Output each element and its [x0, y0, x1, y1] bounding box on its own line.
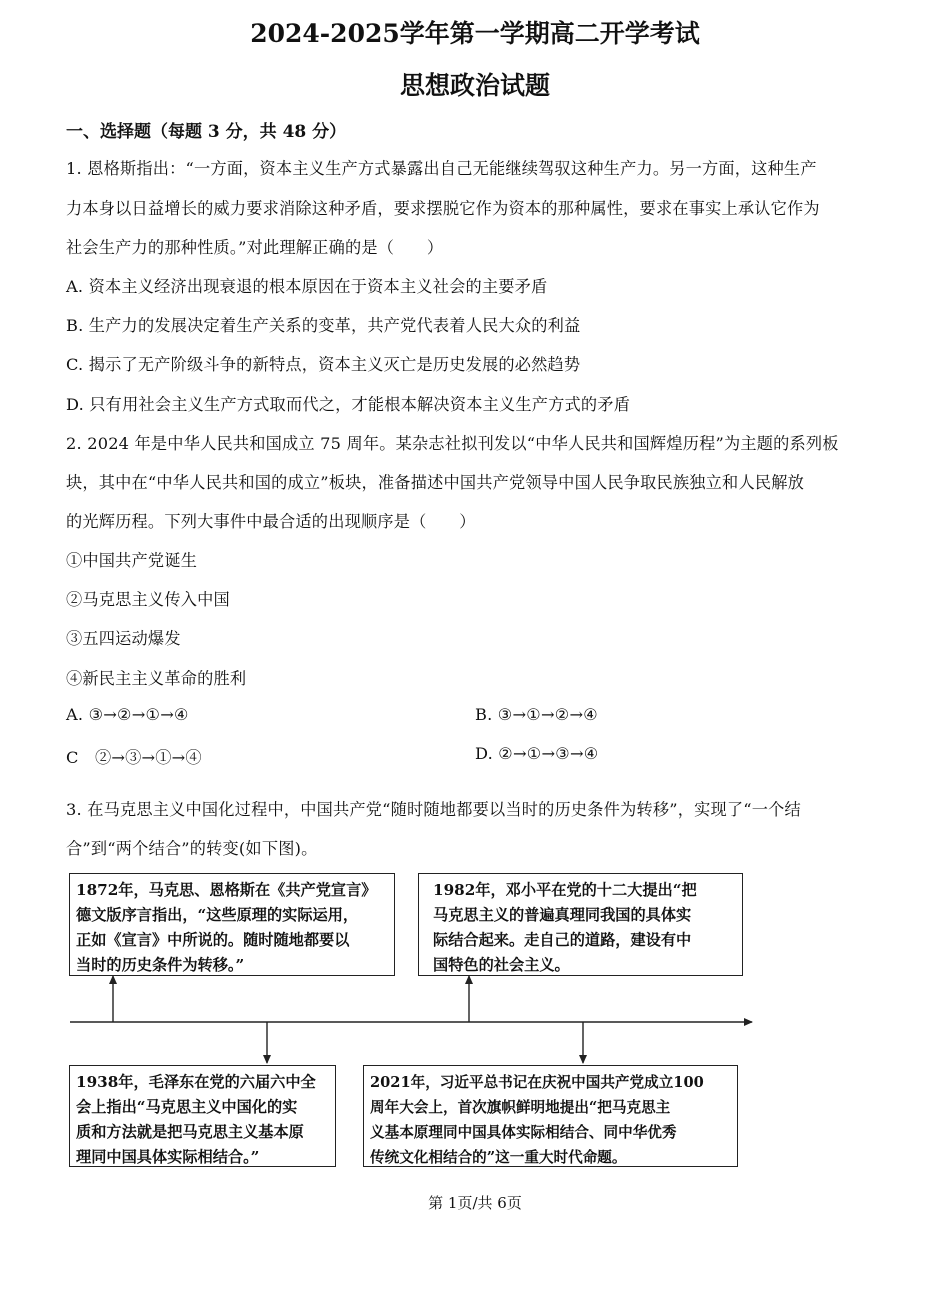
exam-title: 2024-2025学年第一学期高二开学考试 [250, 19, 700, 48]
timeline-box-2021 [363, 1065, 738, 1167]
q2-stem-line: 的光辉历程。下列大事件中最合适的出现顺序是（ ） [66, 512, 476, 531]
box-line: 1938年，毛泽东在党的六届六中全 [76, 1073, 316, 1091]
q3-stem-line: 合”到“两个结合”的转变(如下图)。 [66, 839, 318, 858]
q1-stem-line: 1. 恩格斯指出：“一方面，资本主义生产方式暴露出自己无能继续驾驭这种生产力。另一方面，这种生产 [66, 159, 817, 178]
q1-option-c: C. 揭示了无产阶级斗争的新特点，资本主义灭亡是历史发展的必然趋势 [66, 355, 581, 374]
box-line: 际结合起来。走自己的道路，建设有中 [433, 931, 692, 949]
timeline-box-1872 [69, 873, 395, 976]
box-line: 正如《宣言》中所说的。随时随地都要以 [76, 931, 350, 949]
box-line: 国特色的社会主义。 [433, 956, 570, 974]
box-line: 1982年，邓小平在党的十二大提出“把 [433, 881, 697, 899]
box-line: 质和方法就是把马克思主义基本原 [76, 1123, 304, 1141]
box-line: 马克思主义的普遍真理同我国的具体实 [433, 906, 692, 924]
box-line: 德文版序言指出，“这些原理的实际运用， [76, 906, 359, 924]
q1-option-a: A. 资本主义经济出现衰退的根本原因在于资本主义社会的主要矛盾 [66, 277, 548, 296]
box-line: 2021年，习近平总书记在庆祝中国共产党成立100 [370, 1074, 704, 1091]
q1-stem-line: 力本身以日益增长的威力要求消除这种矛盾，要求摆脱它作为资本的那种属性，要求在事实上承认它作为 [66, 199, 820, 218]
box-line: 会上指出“马克思主义中国化的实 [76, 1098, 298, 1116]
q2-item: ③五四运动爆发 [66, 629, 181, 648]
box-line: 当时的历史条件为转移。” [76, 956, 245, 974]
exam-subtitle: 思想政治试题 [399, 71, 550, 100]
q1-option-d: D. 只有用社会主义生产方式取而代之，才能根本解决资本主义生产方式的矛盾 [66, 395, 631, 414]
q2-option-a: A. ③→②→①→④ [66, 705, 189, 724]
q2-item: ①中国共产党诞生 [66, 551, 198, 570]
section-heading: 一、选择题（每题 3 分，共 48 分） [66, 122, 347, 142]
box-line: 义基本原理同中国具体实际相结合、同中华优秀 [370, 1124, 677, 1141]
q3-stem-line: 3. 在马克思主义中国化过程中，中国共产党“随时随地都要以当时的历史条件为转移”，实现了“一个结 [66, 800, 801, 819]
box-line: 1872年，马克思、恩格斯在《共产党宣言》 [76, 881, 377, 899]
box-line: 传统文化相结合的”这一重大时代命题。 [370, 1149, 627, 1166]
q1-option-b: B. 生产力的发展决定着生产关系的变革，共产党代表着人民大众的利益 [66, 316, 581, 335]
q2-item: ②马克思主义传入中国 [66, 590, 230, 609]
page-footer: 第 1页/共 6页 [428, 1194, 522, 1212]
box-line: 周年大会上，首次旗帜鲜明地提出“把马克思主 [370, 1099, 671, 1116]
box-line: 理同中国具体实际相结合。” [76, 1148, 260, 1166]
q1-stem-line: 社会生产力的那种性质。”对此理解正确的是（ ） [66, 238, 444, 257]
q2-option-d: D. ②→①→③→④ [475, 744, 599, 763]
q2-stem-line: 块，其中在“中华人民共和国的成立”板块，准备描述中国共产党领导中国人民争取民族独立和人民解放 [66, 473, 804, 492]
timeline-box-1982 [418, 873, 743, 976]
q2-option-c: C ②→③→①→④ [66, 748, 202, 767]
q2-stem-line: 2. 2024 年是中华人民共和国成立 75 周年。某杂志社拟刊发以“中华人民共和国辉煌历程”为主题的系列板 [66, 434, 839, 453]
q2-item: ④新民主主义革命的胜利 [66, 669, 247, 688]
q2-option-b: B. ③→①→②→④ [475, 705, 598, 724]
timeline-box-1938 [69, 1065, 336, 1167]
